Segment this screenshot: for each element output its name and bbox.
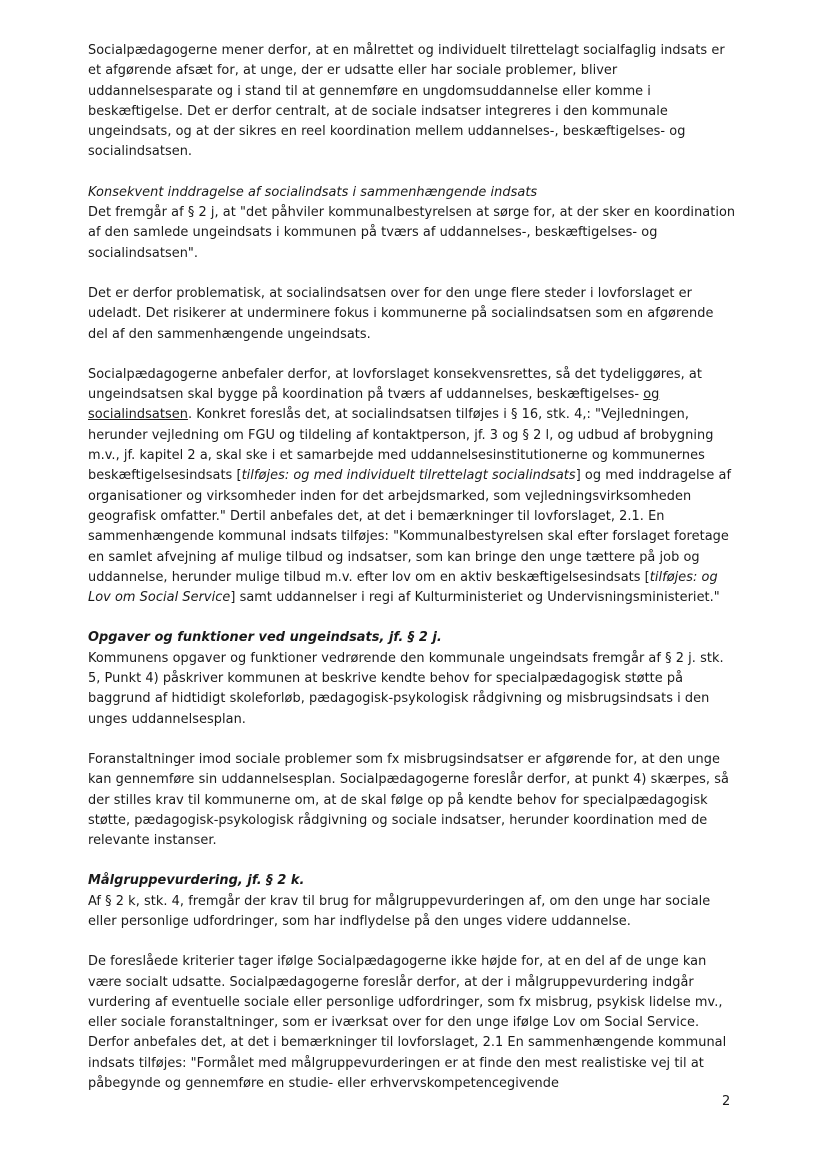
paragraph: Det fremgår af § 2 j, at "det påhviler kommunalbestyrelsen at sørge for, at der sker en koordination af den samlede ungeindsats i kommunen på tværs af uddannelses-, beskæftigelses- og socialindsatsen". — [88, 205, 736, 261]
section-heading: Opgaver og funktioner ved ungeindsats, jf. § 2 j. — [88, 630, 442, 646]
paragraph: Kommunens opgaver og funktioner vedrørende den kommunale ungeindsats fremgår af § 2 j. stk. 5, Punkt 4) påskriver kommunen at beskrive kendte behov for specialpædagogisk støtte på baggrund af hidtidigt skoleforløb, pædagogisk-psykologisk rådgivning og misbrugsindsats i den unges uddannelsesplan. — [88, 650, 724, 727]
italic-insertion: tilføjes: og med individuelt tilrettelagt socialindsats — [241, 468, 576, 484]
paragraph-problematic: Det er derfor problematisk, at socialindsatsen over for den unge flere steder i lovforslaget er udeladt. Det risikerer at underminere fokus i kommunerne på socialindsatsen som en afgørende del af den sammenhængende ungeindsats. — [88, 285, 714, 342]
section-opgaver — [88, 628, 736, 729]
italic-insertion: tilføjes: og Lov om Social Service — [88, 569, 718, 606]
text-run: Socialpædagogerne anbefaler derfor, at lovforslaget konsekvensrettes, så det tydeliggøres, at ungeindsatsen skal bygge på koordination på tværs af uddannelses, beskæftigelses- — [88, 366, 702, 403]
paragraph-intro: Socialpædagogerne mener derfor, at en målrettet og individuelt tilrettelagt socialfaglig indsats er et afgørende afsæt for, at unge, der er udsatte eller har sociale problemer, bliver uddannelsesparate og i stand til at gennemføre en ungdomsuddannelse eller komme i beskæftigelse. Det er derfor centralt, at de sociale indsatser integreres i den kommunale ungeindsats, og at der sikres en reel koordination mellem uddannelses-, beskæftigelses- og socialindsatsen. — [88, 43, 725, 160]
paragraph-kriterier: De foreslåede kriterier tager ifølge Socialpædagogerne ikke højde for, at en del af de unge kan være socialt udsatte. Socialpædagogerne foreslår derfor, at der i målgruppevurdering indgår vurdering af eventuelle sociale eller personlige udfordringer, som fx misbrug, psykisk lidelse mv., eller sociale foranstaltninger, som er iværksat over for den unge ifølge Lov om Social Service. Derfor anbefales det, at det i bemærkninger til lovforslaget, 2.1 En sammenhængende kommunal indsats tilføjes: "Formålet med målgruppevurderingen er at finde den mest realistiske vej til at påbegynde og gennemføre en studie- eller erhvervskompetencegivende — [88, 954, 727, 1092]
page-number: 2 — [722, 1094, 731, 1109]
section-socialindsats — [88, 183, 736, 264]
paragraph-foranstaltninger: Foranstaltninger imod sociale problemer som fx misbrugsindsatser er afgørende for, at den unge kan gennemføre sin uddannelsesplan. Socialpædagogerne foreslår derfor, at punkt 4) skærpes, så der stilles krav til kommunerne om, at de skal følge op på kendte behov for specialpædagogisk støtte, pædagogisk-psykologisk rådgivning og sociale indsatser, herunder koordination med de relevante instanser. — [88, 751, 729, 849]
section-heading: Målgruppevurdering, jf. § 2 k. — [88, 873, 305, 889]
text-run: ] og med inddragelse af organisationer og virksomheder inden for det arbejdsmarked, som vejledningsvirksomheden geografisk omfatter." Dertil anbefales det, at det i bemærkninger til lovforslaget, 2.1. En sammenhængende kommunal indsats tilføjes: "Kommunalbestyrelsen skal efter forslaget foretage en samlet afvejning af mulige tilbud og indsatser, som kan bringe den unge tættere på job og uddannelse, herunder mulige tilbud m.v. efter lov om en aktiv beskæftigelsesindsats [ — [88, 468, 732, 585]
section-heading: Konsekvent inddragelse af socialindsats i sammenhængende indsats — [88, 184, 538, 200]
paragraph: Af § 2 k, stk. 4, fremgår der krav til brug for målgruppevurderingen af, om den unge har sociale eller personlige udfordringer, som har indflydelse på den unges videre uddannelse. — [88, 893, 711, 929]
document-body — [88, 41, 736, 1094]
underlined-text: og socialindsatsen — [88, 387, 660, 423]
paragraph-recommendation — [88, 365, 736, 609]
text-run: . Konkret foreslås det, at socialindsatsen tilføjes i § 16, stk. 4,: "Vejledningen, herunder vejledning om FGU og tildeling af kontaktperson, jf. 3 og § 2 l, og udbud af brobygning m.v., jf. kapitel 2 a, skal ske i et samarbejde med uddannelsesinstitutionerne og kommunernes beskæftigelsesindsats [ — [88, 407, 714, 484]
text-run: ] samt uddannelser i regi af Kulturministeriet og Undervisningsministeriet." — [230, 590, 720, 606]
section-maalgruppe — [88, 871, 736, 932]
